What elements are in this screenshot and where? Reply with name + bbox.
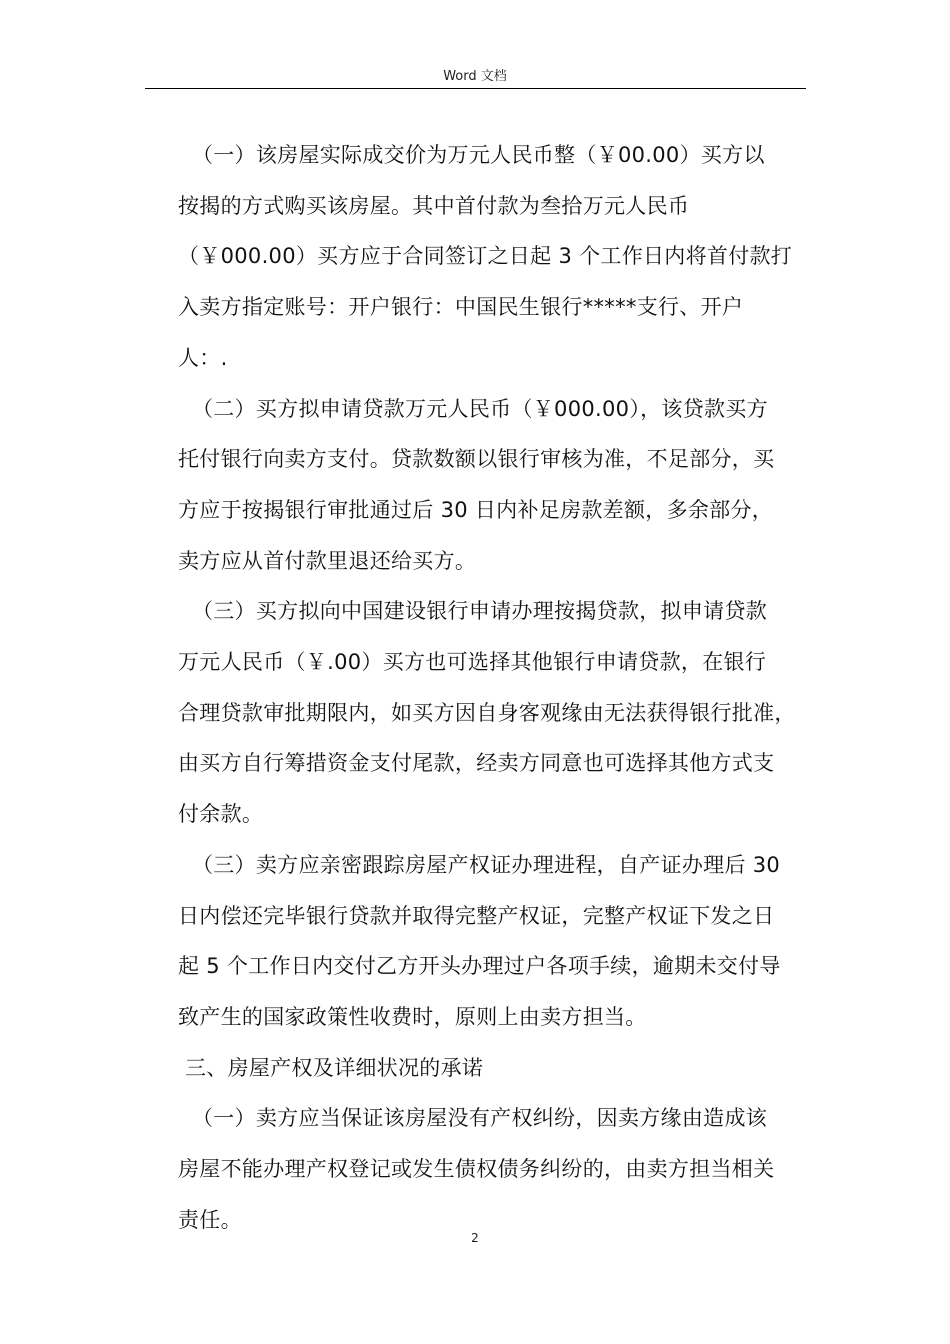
document-body xyxy=(178,130,818,1245)
paragraph-loan-application: （二）买方拟申请贷款万元人民币（￥000.00），该贷款买方 托付银行向卖方支付。贷款数额以银行审核为准，不足部分，买 方应于按揭银行审批通过后 30 日内补足房款差额，多余部分， 卖方应从首付款里退还给买方。 xyxy=(178,396,775,573)
paragraph-property-certificate: （三）卖方应亲密跟踪房屋产权证办理进程，自产证办理后 30 日内偿还完毕银行贷款并取得完整产权证，完整产权证下发之日 起 5 个工作日内交付乙方开头办理过户各项手续，逾期未交付导 致产生的国家政策性收费时，原则上由卖方担当。 xyxy=(178,852,781,1029)
header-divider xyxy=(145,88,806,89)
page-header: Word 文档 xyxy=(443,69,507,84)
page-number: 2 xyxy=(471,1231,479,1245)
paragraph-mortgage-bank: （三）买方拟向中国建设银行申请办理按揭贷款，拟申请贷款 万元人民币（￥.00）买方也可选择其他银行申请贷款，在银行 合理贷款审批期限内，如买方因自身客观缘由无法获得银行批准， 由买方自行筹措资金支付尾款，经卖方同意也可选择其他方式支 付余款。 xyxy=(178,599,796,827)
paragraph-down-payment: （一）该房屋实际成交价为万元人民币整（￥00.00）买方以 按揭的方式购买该房屋。其中首付款为叁拾万元人民币 （￥000.00）买方应于合同签订之日起 3 个工作日内将首付款打 入卖方指定账号：开户银行：中国民生银行*****支行、开户 人：. xyxy=(178,143,793,370)
section-heading-property-rights: 三、房屋产权及详细状况的承诺 xyxy=(178,1055,484,1080)
paragraph-no-disputes: （一）卖方应当保证该房屋没有产权纠纷，因卖方缘由造成该 房屋不能办理产权登记或发生债权债务纠纷的，由卖方担当相关 责任。 xyxy=(178,1106,775,1232)
